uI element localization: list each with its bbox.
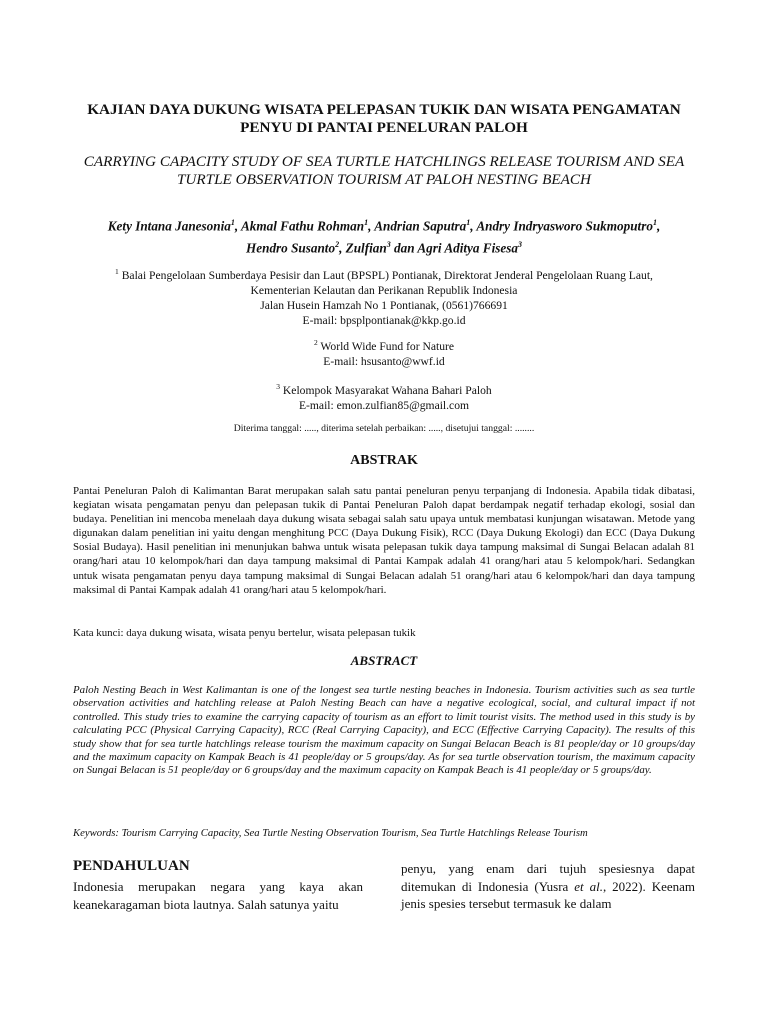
abstrak-heading: ABSTRAK	[350, 453, 418, 468]
kata-kunci: Kata kunci: daya dukung wisata, wisata penyu bertelur, wisata pelepasan tukik	[73, 627, 416, 639]
affiliation-institution: World Wide Fund for Nature	[317, 339, 455, 353]
author-separator: ,	[656, 218, 661, 234]
author-affiliation-mark: 1	[652, 218, 657, 227]
affiliation-email: E-mail: hsusanto@wwf.id	[323, 354, 445, 368]
abstract-heading: ABSTRACT	[350, 653, 418, 668]
paper-subtitle-english: CARRYING CAPACITY STUDY OF SEA TURTLE HATCHLINGS RELEASE TOURISM AND SEA TURTLE OBSERVATION TOURISM AT PALOH NESTING BEACH	[83, 153, 685, 188]
submission-dates: Diterima tanggal: ....., diterima setelah perbaikan: ....., disetujui tanggal: ........	[233, 423, 535, 434]
pendahuluan-left-column: Indonesia merupakan negara yang kaya akan keanekaragaman biota lautnya. Salah satunya yaitu	[73, 879, 363, 912]
body-text: penyu, yang enam dari tujuh spesiesnya dapat ditemukan di Indonesia (Yusra	[401, 861, 695, 894]
citation-et-al: et al.	[574, 878, 603, 894]
author-name: , Akmal Fathu Rohman	[234, 218, 365, 234]
body-text: , 2022). Keenam jenis spesies tersebut termasuk ke dalam	[401, 878, 696, 911]
author-name: , Andrian Saputra	[368, 218, 467, 234]
author-affiliation-mark: 2	[335, 240, 340, 250]
author-name: , Zulfian	[339, 240, 387, 256]
pendahuluan-right-column	[401, 860, 695, 913]
abstract-body: Paloh Nesting Beach in West Kalimantan is one of the longest sea turtle nesting beaches in Indonesia. Tourism activities such as sea turtle observation activities and hatchling release at Paloh Nesting Beach can have a negative ecological, social, and cultural impact if not controlled. This study tries to examine the carrying capacity of tourism as an effort to limit tourist visits. The method used in this study is by calculating PCC (Physical Carrying Capacity), RCC (Real Carrying Capacity), and ECC (Effective Carrying Capacity). The results of this study show that for sea turtle hatchlings release tourism the maximum capacity on Sungai Belacan Beach is 81 people/day or 10 groups/day and the maximum capacity on Kampak Beach is 41 people/day or 5 groups/day. As for sea turtle observation tourism, the maximum capacity on Sungai Belacan is 51 people/day or 6 groups/day and the maximum capacity on Kampak Beach is 41 people/day or 5 groups/day.	[73, 684, 695, 777]
keywords: Keywords: Tourism Carrying Capacity, Sea Turtle Nesting Observation Tourism, Sea Turtle Hatchlings Release Tourism	[73, 827, 588, 839]
affiliation-3	[60, 379, 708, 413]
affiliation-institution: Kelompok Masyarakat Wahana Bahari Paloh	[280, 383, 492, 397]
author-name: dan Agri Aditya Fisesa	[390, 240, 518, 256]
affiliation-mark: 2	[313, 338, 318, 347]
affiliation-mark: 1	[115, 267, 119, 276]
author-name: Hendro Susanto	[246, 240, 336, 256]
affiliation-1	[60, 264, 708, 328]
affiliation-2	[60, 335, 708, 369]
author-list	[60, 213, 708, 258]
author-affiliation-mark: 3	[386, 240, 391, 250]
affiliation-institution: Balai Pengelolaan Sumberdaya Pesisir dan Laut (BPSPL) Pontianak, Direktorat Jenderal Pengelolaan Ruang Laut,	[118, 268, 653, 282]
author-name: , Andry Indryasworo Sukmoputro	[470, 218, 653, 234]
paper-title: KAJIAN DAYA DUKUNG WISATA PELEPASAN TUKIK DAN WISATA PENGAMATAN PENYU DI PANTAI PENELURAN PALOH	[87, 101, 681, 136]
author-affiliation-mark: 1	[466, 218, 471, 227]
section-heading-pendahuluan: PENDAHULUAN	[73, 858, 190, 874]
affiliation-email: E-mail: emon.zulfian85@gmail.com	[298, 398, 470, 412]
affiliation-email: E-mail: bpsplpontianak@kkp.go.id	[302, 313, 466, 327]
affiliation-ministry: Kementerian Kelautan dan Perikanan Republik Indonesia	[250, 283, 518, 297]
affiliation-address: Jalan Husein Hamzah No 1 Pontianak, (0561)766691	[260, 298, 508, 312]
author-name: Kety Intana Janesonia	[107, 218, 231, 234]
author-affiliation-mark: 1	[230, 218, 235, 227]
author-affiliation-mark: 1	[364, 218, 369, 227]
abstrak-body: Pantai Peneluran Paloh di Kalimantan Barat merupakan salah satu pantai peneluran penyu terpanjang di Indonesia. Apabila tidak dibatasi, kegiatan wisata pengamatan penyu dan pelepasan tukik di Pantai Peneluran Paloh dapat berdampak negatif terhadap ekologi, sosial dan budaya. Penelitian ini mencoba menelaah daya dukung wisata sebagai salah satu upaya untuk membatasi kunjungan wisatawan. Metode yang digunakan dalam penelitian ini yaitu dengan menghitung PCC (Daya Dukung Fisik), RCC (Daya Dukung Ekologi) dan ECC (Daya Dukung Sosial Budaya). Hasil penelitian ini menunjukan bahwa untuk wisata pelepasan tukik daya tampung maksimal di Sungai Belacan adalah 81 orang/hari atau 10 kelompok/hari dan daya tampung maksimal di Pantai Kampak adalah 41 orang/hari atau 5 kelompok/hari. Sedangkan untuk wisata pengamatan penyu daya tampung maksimal di Sungai Belacan adalah 51 orang/hari atau 6 kelompok/hari dan daya tampung maksimal di Pantai Kampak adalah 41 orang/hari atau 5 kelompok/hari.	[73, 485, 695, 596]
affiliation-mark: 3	[276, 382, 281, 391]
author-affiliation-mark: 3	[517, 240, 522, 250]
